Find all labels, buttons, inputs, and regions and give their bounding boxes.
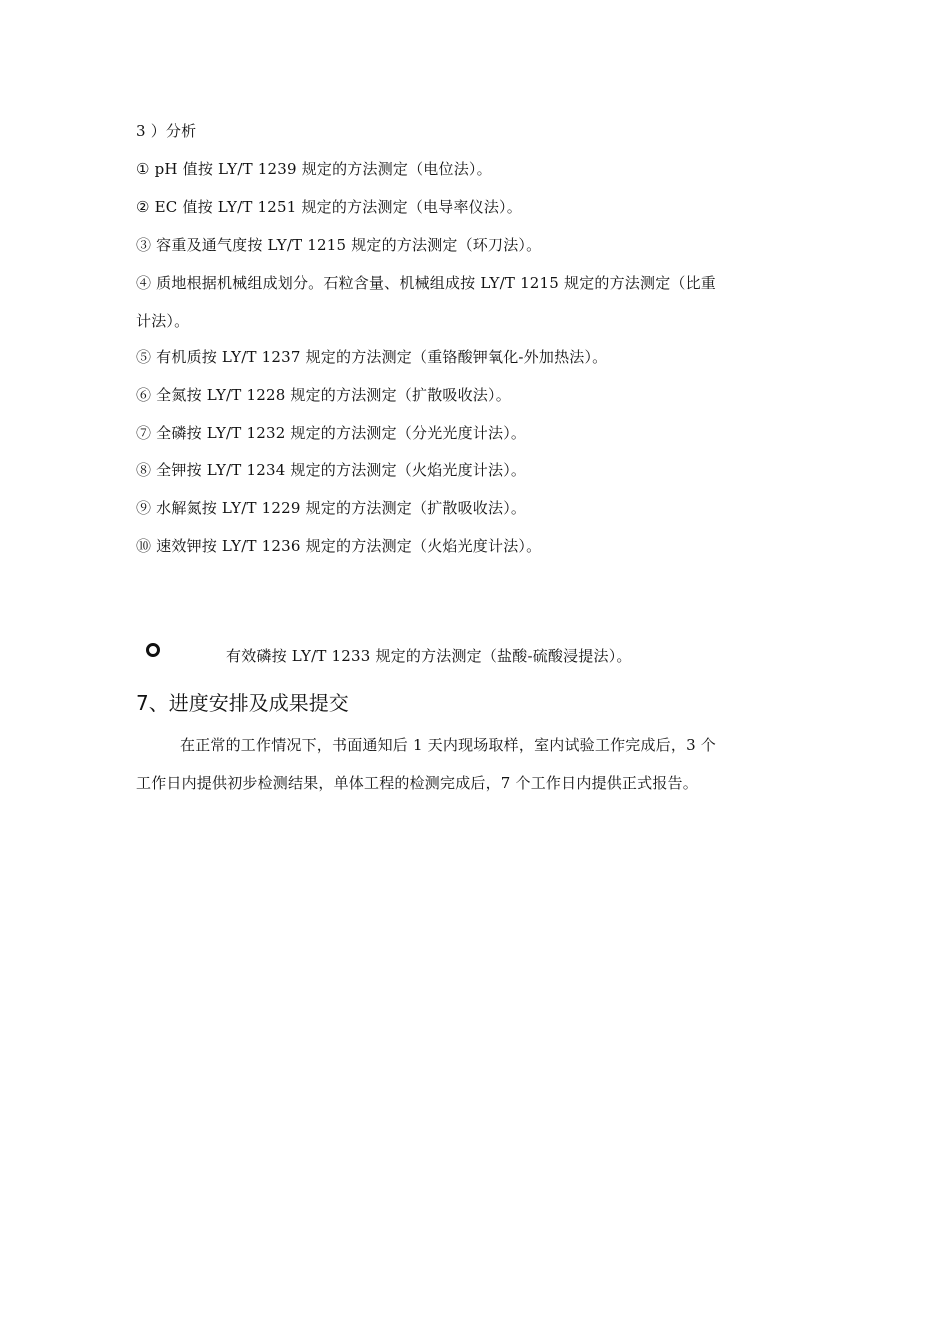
- analysis-heading: 3 ）分析: [136, 122, 197, 140]
- list-item-texture-continued: 计法）。: [136, 312, 190, 330]
- list-item-ph: ① pH 值按 LY/T 1239 规定的方法测定（电位法）。: [136, 160, 492, 178]
- list-item-texture: ④ 质地根据机械组成划分。石粒含量、机械组成按 LY/T 1215 规定的方法测定（比重: [136, 274, 717, 292]
- paragraph-line-1: 在正常的工作情况下，书面通知后 1 天内现场取样，室内试验工作完成后，3 个: [180, 736, 716, 754]
- circle-bullet-icon: [146, 643, 160, 657]
- list-item-ec: ② EC 值按 LY/T 1251 规定的方法测定（电导率仪法）。: [136, 198, 522, 216]
- list-item-hydrolyzable-nitrogen: ⑨ 水解氮按 LY/T 1229 规定的方法测定（扩散吸收法）。: [136, 499, 527, 517]
- list-item-total-potassium: ⑧ 全钾按 LY/T 1234 规定的方法测定（火焰光度计法）。: [136, 461, 527, 479]
- list-item-organic-matter: ⑤ 有机质按 LY/T 1237 规定的方法测定（重铬酸钾氧化-外加热法）。: [136, 348, 608, 366]
- list-item-available-potassium: ⑩ 速效钾按 LY/T 1236 规定的方法测定（火焰光度计法）。: [136, 537, 542, 555]
- list-item-total-phosphorus: ⑦ 全磷按 LY/T 1232 规定的方法测定（分光光度计法）。: [136, 424, 527, 442]
- paragraph-line-2: 工作日内提供初步检测结果，单体工程的检测完成后，7 个工作日内提供正式报告。: [136, 774, 698, 792]
- section-title-schedule: 7、进度安排及成果提交: [136, 691, 349, 715]
- list-item-total-nitrogen: ⑥ 全氮按 LY/T 1228 规定的方法测定（扩散吸收法）。: [136, 386, 511, 404]
- list-item-bulk-density: ③ 容重及通气度按 LY/T 1215 规定的方法测定（环刀法）。: [136, 236, 542, 254]
- list-item-available-phosphorus: 有效磷按 LY/T 1233 规定的方法测定（盐酸-硫酸浸提法）。: [226, 647, 632, 665]
